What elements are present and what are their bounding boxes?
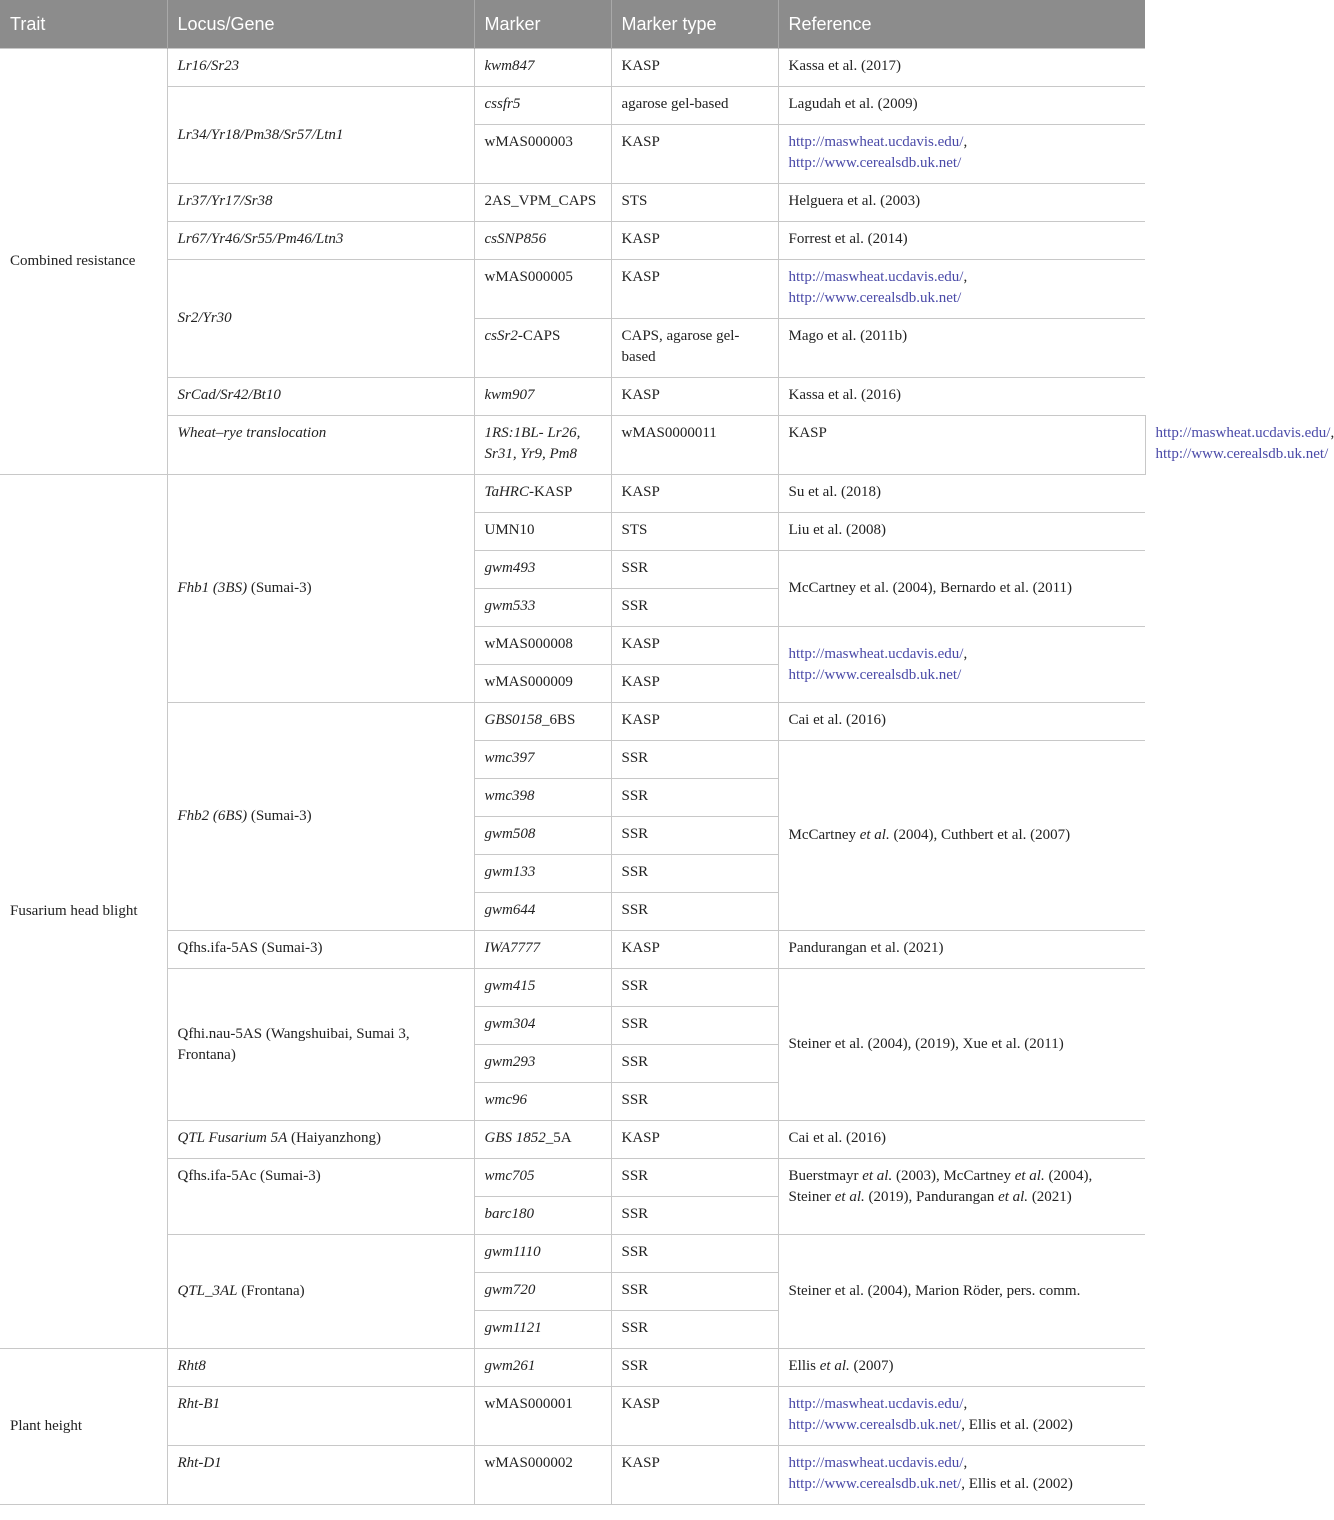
locus-cell [167, 475, 474, 703]
marker-gene-part: GBS 1852 [484, 1130, 546, 1146]
reference-cell: Forrest et al. (2014) [778, 222, 1145, 260]
reference-cell [778, 627, 1145, 703]
marker-type-cell: SSR [611, 779, 778, 817]
reference-cell [778, 125, 1145, 184]
marker-type-cell: STS [611, 513, 778, 551]
locus-cell: Qfhi.nau-5AS (Wangshuibai, Sumai 3, Frontana) [167, 969, 474, 1121]
locus-gene-part: QTL_3AL [177, 1283, 238, 1299]
locus-cell: Qfhs.ifa-5Ac (Sumai-3) [167, 1159, 474, 1235]
locus-cell: Rht8 [167, 1349, 474, 1387]
marker-type-cell: SSR [611, 741, 778, 779]
reference-text: Ellis [788, 1358, 820, 1374]
trait-cell: Combined resistance [0, 49, 167, 475]
table-row [0, 1387, 1145, 1446]
reference-separator: , [963, 1455, 968, 1471]
reference-link[interactable]: http://www.cerealsdb.uk.net/ [788, 155, 962, 171]
header-marker-type: Marker type [611, 0, 778, 49]
marker-type-cell: SSR [611, 855, 778, 893]
reference-cell: Helguera et al. (2003) [778, 184, 1145, 222]
reference-link[interactable]: http://maswheat.ucdavis.edu/ [788, 645, 964, 662]
marker-cell: wMAS0000011 [611, 416, 778, 475]
reference-separator: , [963, 1396, 968, 1412]
reference-separator: , [1330, 425, 1334, 441]
marker-suffix-part: _6BS [542, 712, 576, 728]
marker-type-cell: agarose gel-based [611, 87, 778, 125]
reference-separator: , [963, 269, 968, 285]
reference-etal: et al. [834, 1189, 865, 1205]
table-row [0, 1446, 1145, 1505]
table-row [0, 1159, 1145, 1197]
marker-cell: gwm261 [474, 1349, 611, 1387]
locus-source-part: (Sumai-3) [247, 808, 312, 824]
reference-text: (2007) [849, 1358, 894, 1374]
marker-type-cell: KASP [611, 222, 778, 260]
locus-cell: Qfhs.ifa-5AS (Sumai-3) [167, 931, 474, 969]
marker-cell: gwm293 [474, 1045, 611, 1083]
marker-gene-part: TaHRC [484, 484, 529, 500]
marker-cell [474, 1121, 611, 1159]
reference-cell [778, 1446, 1145, 1505]
table-row [0, 475, 1145, 513]
reference-text: (2004), Steiner [788, 1168, 1093, 1205]
marker-cell [474, 703, 611, 741]
marker-type-cell: KASP [611, 703, 778, 741]
locus-source-part: (Frontana) [237, 1283, 305, 1299]
header-reference: Reference [778, 0, 1145, 49]
reference-cell: Mago et al. (2011b) [778, 319, 1145, 378]
marker-type-cell: KASP [611, 627, 778, 665]
locus-cell: 1RS:1BL- Lr26, Sr31, Yr9, Pm8 [474, 416, 611, 475]
marker-cell: UMN10 [474, 513, 611, 551]
locus-cell [167, 703, 474, 931]
reference-cell: Cai et al. (2016) [778, 1121, 1145, 1159]
reference-link[interactable]: http://maswheat.ucdavis.edu/ [788, 1455, 964, 1471]
marker-type-cell: KASP [611, 125, 778, 184]
marker-cell: gwm304 [474, 1007, 611, 1045]
reference-cell: Su et al. (2018) [778, 475, 1145, 513]
marker-type-cell: SSR [611, 551, 778, 589]
marker-cell: wMAS000001 [474, 1387, 611, 1446]
marker-cell: 2AS_VPM_CAPS [474, 184, 611, 222]
header-locus: Locus/Gene [167, 0, 474, 49]
reference-link[interactable]: http://www.cerealsdb.uk.net/ [788, 1417, 962, 1433]
trait-cell: Wheat–rye translocation [167, 416, 474, 475]
locus-source-part: (Sumai-3) [247, 580, 312, 596]
marker-type-cell: SSR [611, 817, 778, 855]
marker-type-cell: SSR [611, 1197, 778, 1235]
marker-type-cell: SSR [611, 1273, 778, 1311]
reference-text: (2021) [1028, 1189, 1072, 1205]
reference-etal: et al. [819, 1358, 850, 1374]
reference-cell [778, 741, 1145, 931]
marker-gene-part: csSr2 [484, 328, 518, 344]
marker-type-cell: SSR [611, 1349, 778, 1387]
marker-cell [474, 475, 611, 513]
locus-gene-part: Fhb2 (6BS) [177, 808, 248, 824]
reference-link[interactable]: http://maswheat.ucdavis.edu/ [788, 134, 964, 150]
reference-etal: et al. [1014, 1168, 1045, 1184]
locus-cell: Lr67/Yr46/Sr55/Pm46/Ltn3 [167, 222, 474, 260]
reference-cell [778, 1349, 1145, 1387]
locus-cell [167, 1121, 474, 1159]
marker-type-cell: STS [611, 184, 778, 222]
reference-cell: Steiner et al. (2004), Marion Röder, pers. comm. [778, 1235, 1145, 1349]
reference-cell: Kassa et al. (2017) [778, 49, 1145, 87]
marker-cell: gwm493 [474, 551, 611, 589]
marker-cell: IWA7777 [474, 931, 611, 969]
marker-type-cell: SSR [611, 1159, 778, 1197]
reference-separator: , [963, 645, 968, 662]
marker-type-cell: KASP [611, 665, 778, 703]
reference-cell: Pandurangan et al. (2021) [778, 931, 1145, 969]
marker-type-cell: KASP [611, 475, 778, 513]
table-row [0, 969, 1145, 1007]
marker-type-cell: SSR [611, 893, 778, 931]
marker-cell: wMAS000003 [474, 125, 611, 184]
reference-link[interactable]: http://www.cerealsdb.uk.net/ [788, 290, 962, 306]
marker-type-cell: SSR [611, 1083, 778, 1121]
locus-cell: Sr2/Yr30 [167, 260, 474, 378]
marker-type-cell: KASP [611, 931, 778, 969]
reference-cell: Liu et al. (2008) [778, 513, 1145, 551]
reference-text: , Ellis et al. (2002) [961, 1417, 1073, 1433]
reference-link[interactable]: http://maswheat.ucdavis.edu/ [788, 269, 964, 285]
locus-cell: Lr34/Yr18/Pm38/Sr57/Ltn1 [167, 87, 474, 184]
reference-cell: Cai et al. (2016) [778, 703, 1145, 741]
header-trait: Trait [0, 0, 167, 49]
table-row [0, 1121, 1145, 1159]
reference-separator: , [963, 134, 968, 150]
marker-type-cell: KASP [778, 416, 1145, 475]
table-row [0, 87, 1145, 125]
reference-etal: et al. [998, 1189, 1029, 1205]
marker-type-cell: SSR [611, 1311, 778, 1349]
marker-type-cell: SSR [611, 1045, 778, 1083]
table-row [0, 1349, 1145, 1387]
marker-suffix-part: -KASP [528, 484, 573, 500]
reference-link[interactable]: http://maswheat.ucdavis.edu/ [788, 1396, 964, 1412]
reference-cell [778, 1159, 1145, 1235]
reference-cell: Lagudah et al. (2009) [778, 87, 1145, 125]
locus-cell: Lr16/Sr23 [167, 49, 474, 87]
marker-cell: gwm508 [474, 817, 611, 855]
marker-cell: gwm133 [474, 855, 611, 893]
locus-gene-part: Fhb1 (3BS) [177, 580, 248, 596]
marker-type-cell: KASP [611, 260, 778, 319]
marker-type-cell: SSR [611, 1007, 778, 1045]
reference-link[interactable]: http://www.cerealsdb.uk.net/ [788, 666, 962, 683]
locus-cell: Lr37/Yr17/Sr38 [167, 184, 474, 222]
table-row [0, 416, 1145, 475]
table-row [0, 931, 1145, 969]
reference-link[interactable]: http://maswheat.ucdavis.edu/ [1155, 425, 1331, 441]
marker-cell: gwm1121 [474, 1311, 611, 1349]
marker-cell: barc180 [474, 1197, 611, 1235]
marker-type-cell: KASP [611, 1121, 778, 1159]
marker-cell: kwm847 [474, 49, 611, 87]
reference-etal: et al. [862, 1168, 893, 1184]
marker-cell: cssfr5 [474, 87, 611, 125]
marker-suffix-part: -CAPS [517, 328, 561, 344]
marker-cell: wmc398 [474, 779, 611, 817]
marker-type-cell: KASP [611, 1387, 778, 1446]
table-row [0, 222, 1145, 260]
trait-cell: Plant height [0, 1349, 167, 1505]
marker-cell: gwm720 [474, 1273, 611, 1311]
marker-cell: gwm644 [474, 893, 611, 931]
marker-type-cell: KASP [611, 378, 778, 416]
locus-cell: Rht-D1 [167, 1446, 474, 1505]
marker-cell: gwm415 [474, 969, 611, 1007]
marker-cell: gwm1110 [474, 1235, 611, 1273]
reference-text: McCartney [788, 827, 860, 843]
reference-cell [778, 260, 1145, 319]
marker-cell: gwm533 [474, 589, 611, 627]
reference-text: (2019), Pandurangan [864, 1189, 999, 1205]
reference-link[interactable]: http://www.cerealsdb.uk.net/ [1155, 446, 1329, 462]
reference-cell [778, 1387, 1145, 1446]
locus-source-part: (Haiyanzhong) [287, 1130, 381, 1146]
header-row [0, 0, 1145, 49]
marker-type-cell: SSR [611, 1235, 778, 1273]
reference-text: , Ellis et al. (2002) [961, 1476, 1073, 1492]
marker-type-cell: KASP [611, 49, 778, 87]
marker-cell: wmc397 [474, 741, 611, 779]
marker-type-cell: KASP [611, 1446, 778, 1505]
marker-cell [474, 319, 611, 378]
marker-cell: wMAS000002 [474, 1446, 611, 1505]
marker-cell: wMAS000009 [474, 665, 611, 703]
table-row [0, 1235, 1145, 1273]
locus-cell: SrCad/Sr42/Bt10 [167, 378, 474, 416]
marker-type-cell: SSR [611, 969, 778, 1007]
reference-text: Buerstmayr [788, 1168, 863, 1184]
marker-cell: wmc96 [474, 1083, 611, 1121]
locus-cell: Rht-B1 [167, 1387, 474, 1446]
reference-etal: et al. [859, 827, 890, 843]
reference-text: (2003), McCartney [892, 1168, 1015, 1184]
marker-cell: wMAS000005 [474, 260, 611, 319]
reference-cell: Steiner et al. (2004), (2019), Xue et al. (2011) [778, 969, 1145, 1121]
header-marker: Marker [474, 0, 611, 49]
reference-link[interactable]: http://www.cerealsdb.uk.net/ [788, 1476, 962, 1492]
locus-cell [167, 1235, 474, 1349]
table-row [0, 703, 1145, 741]
trait-cell: Fusarium head blight [0, 475, 167, 1349]
marker-cell: kwm907 [474, 378, 611, 416]
marker-suffix-part: _5A [545, 1130, 572, 1146]
table-row [0, 184, 1145, 222]
table-row [0, 260, 1145, 319]
table-row [0, 378, 1145, 416]
locus-gene-part: QTL Fusarium 5A [177, 1130, 288, 1146]
marker-type-cell: SSR [611, 589, 778, 627]
marker-cell: wMAS000008 [474, 627, 611, 665]
marker-gene-part: GBS0158 [484, 712, 542, 728]
marker-cell: wmc705 [474, 1159, 611, 1197]
reference-cell: Kassa et al. (2016) [778, 378, 1145, 416]
table-row [0, 49, 1145, 87]
reference-cell: McCartney et al. (2004), Bernardo et al. (2011) [778, 551, 1145, 627]
reference-text: (2004), Cuthbert et al. (2007) [889, 827, 1071, 843]
marker-type-cell: CAPS, agarose gel-based [611, 319, 778, 378]
marker-cell: csSNP856 [474, 222, 611, 260]
